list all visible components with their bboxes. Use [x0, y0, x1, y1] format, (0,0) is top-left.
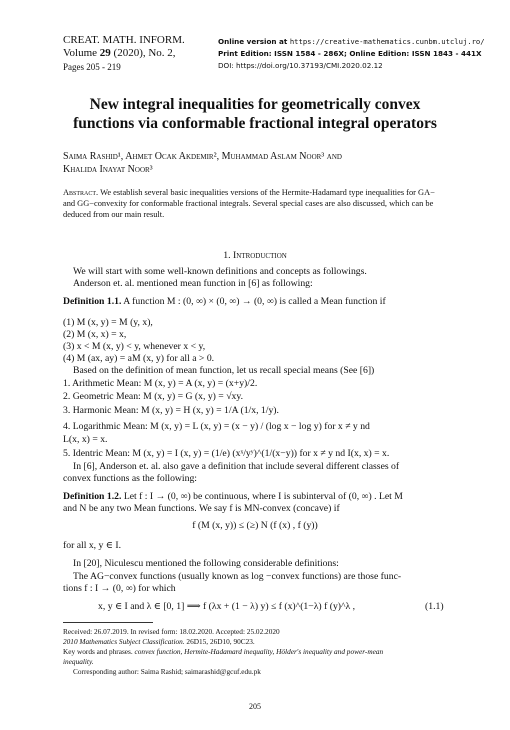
- paragraph: We will start with some well-known definitions and concepts as followings.: [73, 266, 367, 277]
- definition-1-1: Definition 1.1. A function M : (0, ∞) × (0, ∞) → (0, ∞) is called a Mean function if: [63, 296, 386, 307]
- paper-title-line2: functions via conformable fractional integral operators: [73, 115, 437, 132]
- doi-link[interactable]: DOI: https://doi.org/10.37193/CMI.2020.02.12: [218, 61, 383, 70]
- keywords: Key words and phrases. convex function, Hermite-Hadamard inequality, Hölder's inequality and power-mean: [63, 647, 384, 656]
- online-version: Online version at https://creative-mathematics.cunbm.utcluj.ro/: [218, 37, 485, 46]
- mean-item: 3. Harmonic Mean: M (x, y) = H (x, y) = 1/A (1/x, 1/y).: [63, 405, 279, 416]
- condition-item: (3) x < M (x, y) < y, whenever x < y,: [63, 341, 206, 352]
- paragraph: In [6], Anderson et. al. also gave a definition that include several different classes of: [73, 461, 400, 472]
- online-url[interactable]: https://creative-mathematics.cunbm.utcluj.ro/: [289, 37, 485, 46]
- paragraph: Anderson et. al. mentioned mean function in [6] as following:: [73, 278, 313, 289]
- section-heading: 1. Introduction: [223, 250, 287, 261]
- mean-item: L(x, x) = x.: [63, 434, 108, 445]
- footnote-divider: [63, 622, 153, 623]
- issn-line: Print Edition: ISSN 1584 - 286X; Online Edition: ISSN 1843 - 441X: [218, 49, 482, 58]
- paragraph: and N be any two Mean functions. We say f is MN-convex (concave) if: [63, 503, 340, 514]
- keywords-continued: inequality.: [63, 657, 94, 666]
- pages-line: Pages 205 - 219: [63, 62, 121, 72]
- paragraph: for all x, y ∈ I.: [63, 540, 122, 551]
- equation-number: (1.1): [425, 601, 444, 612]
- corresponding-author: Corresponding author: Saima Rashid; saimarashid@gcuf.edu.pk: [73, 667, 261, 676]
- authors-line1: Saima Rashid¹, Ahmet Ocak Akdemir², Muhammad Aslam Noor³ and: [63, 151, 342, 162]
- condition-item: (1) M (x, y) = M (y, x),: [63, 317, 153, 328]
- mean-item: 5. Identric Mean: M (x, y) = I (x, y) = (1/e) (xˣ/yʸ)^(1/(x−y)) for x ≠ y nd I(x, x) = x.: [63, 448, 390, 459]
- paragraph: The AG−convex functions (usually known as log −convex functions) are those func-: [73, 571, 402, 582]
- equation-mn: f (M (x, y)) ≤ (≥) N (f (x) , f (y)): [192, 520, 318, 531]
- paragraph: tions f : I → (0, ∞) for which: [63, 583, 176, 594]
- received-dates: Received: 26.07.2019. In revised form: 18.02.2020. Accepted: 25.02.2020: [63, 627, 280, 636]
- authors-line2: Khalida Inayat Noor³: [63, 164, 153, 175]
- equation-1-1: x, y ∈ I and λ ∈ [0, 1] ⟹ f (λx + (1 − λ) y) ≤ f (x)^(1−λ) f (y)^λ ,: [98, 601, 356, 612]
- paragraph: Based on the definition of mean function, let us recall special means (See [6]): [73, 365, 375, 376]
- mean-item: 2. Geometric Mean: M (x, y) = G (x, y) = √xy.: [63, 391, 243, 402]
- volume-line: Volume 29 (2020), No. 2,: [63, 47, 176, 59]
- journal-name: CREAT. MATH. INFORM.: [63, 34, 185, 46]
- page-number: 205: [249, 702, 261, 711]
- msc-classification: 2010 Mathematics Subject Classification. 26D15, 26D10, 90C23.: [63, 637, 255, 646]
- abstract-label: Abstract.: [63, 188, 99, 197]
- abstract-text: We establish several basic inequalities versions of the Hermite-Hadamard type inequalities for GA− and GG−convexity for conformable fractional integrals. Several special cases are also discussed, which can be deduced from our main result.: [63, 188, 435, 219]
- mean-item: 1. Arithmetic Mean: M (x, y) = A (x, y) = (x+y)/2.: [63, 378, 258, 389]
- abstract: [63, 187, 448, 220]
- paper-title-line1: New integral inequalities for geometrically convex: [89, 96, 421, 113]
- condition-item: (4) M (ax, ay) = aM (x, y) for all a > 0.: [63, 353, 215, 364]
- definition-1-2: Definition 1.2. Let f : I → (0, ∞) be continuous, where I is subinterval of (0, ∞) . Let M: [63, 491, 403, 502]
- paragraph: convex functions as the following:: [63, 473, 197, 484]
- condition-item: (2) M (x, x) = x,: [63, 329, 127, 340]
- mean-item: 4. Logarithmic Mean: M (x, y) = L (x, y) = (x − y) / (log x − log y) for x ≠ y nd: [63, 421, 370, 432]
- paragraph: In [20], Niculescu mentioned the following considerable definitions:: [73, 558, 339, 569]
